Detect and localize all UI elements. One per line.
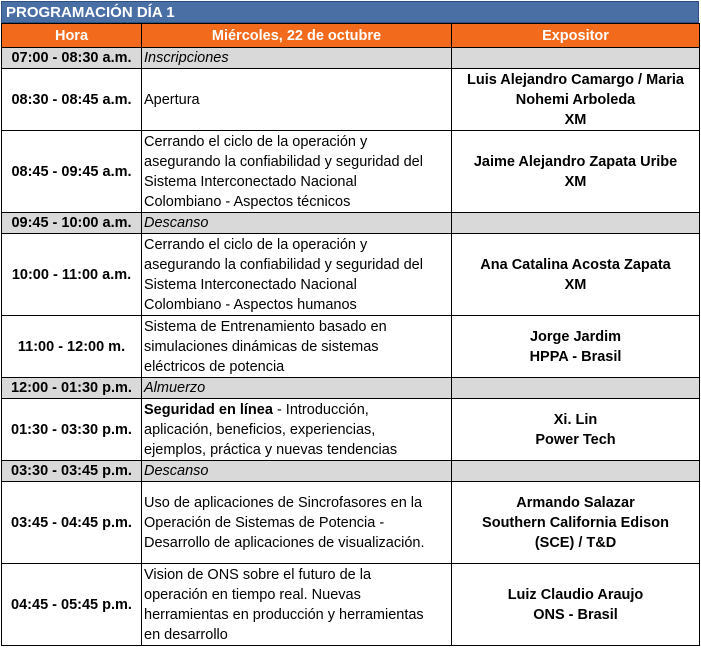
row-description <box>142 564 452 646</box>
table-row <box>2 482 700 564</box>
speaker-line: Luis Alejandro Camargo / Maria <box>466 71 684 88</box>
speaker-line: XM <box>564 111 587 128</box>
schedule-title: PROGRAMACIÓN DÍA 1 <box>1 1 699 23</box>
description-highlight: Seguridad en línea <box>144 401 273 418</box>
row-description: Descanso <box>142 461 452 482</box>
row-time: 03:45 - 04:45 p.m. <box>2 482 142 564</box>
speaker-line: Jaime Alejandro Zapata Uribe <box>473 153 678 170</box>
description-line: ejemplos, práctica y nuevas tendencias <box>144 441 398 458</box>
description-line: Colombiano - Aspectos técnicos <box>144 193 351 210</box>
row-time: 12:00 - 01:30 p.m. <box>2 378 142 399</box>
schedule-table <box>1 23 700 646</box>
row-time: 10:00 - 11:00 a.m. <box>2 234 142 316</box>
row-time: 01:30 - 03:30 p.m. <box>2 399 142 461</box>
row-time: 09:45 - 10:00 a.m. <box>2 213 142 234</box>
row-time: 11:00 - 12:00 m. <box>2 316 142 378</box>
row-speaker <box>452 482 700 564</box>
row-speaker <box>452 48 700 69</box>
description-line: Sistema de Entrenamiento basado en <box>144 318 387 335</box>
row-speaker <box>452 378 700 399</box>
speaker-line: Southern California Edison <box>482 514 669 531</box>
speaker-line: XM <box>564 276 587 293</box>
speaker-line: Armando Salazar <box>516 494 635 511</box>
table-row <box>2 131 700 213</box>
description-line: Desarrollo de aplicaciones de visualización. <box>144 534 425 551</box>
description-line: asegurando la confiabilidad y seguridad del <box>144 256 423 273</box>
row-speaker <box>452 69 700 131</box>
description-line: Vision de ONS sobre el futuro de la <box>144 566 372 583</box>
speaker-line: (SCE) / T&D <box>534 534 617 551</box>
table-row <box>2 316 700 378</box>
row-description <box>142 131 452 213</box>
table-row <box>2 234 700 316</box>
speaker-line: HPPA - Brasil <box>529 348 622 365</box>
table-row <box>2 461 700 482</box>
row-speaker <box>452 461 700 482</box>
row-description <box>142 316 452 378</box>
row-speaker <box>452 213 700 234</box>
row-time: 08:30 - 08:45 a.m. <box>2 69 142 131</box>
speaker-line: Nohemi Arboleda <box>515 91 636 108</box>
description-line: Sistema Interconectado Nacional <box>144 173 357 190</box>
description-line: herramientas en producción y herramientas <box>144 606 424 623</box>
row-speaker <box>452 564 700 646</box>
table-row <box>2 378 700 399</box>
description-line: Sistema Interconectado Nacional <box>144 276 357 293</box>
description-line: operación en tiempo real. Nuevas <box>144 586 361 603</box>
row-time: 08:45 - 09:45 a.m. <box>2 131 142 213</box>
row-description: Apertura <box>142 69 452 131</box>
row-description: Inscripciones <box>142 48 452 69</box>
row-speaker <box>452 131 700 213</box>
table-row <box>2 399 700 461</box>
row-description <box>142 399 452 461</box>
row-description: Descanso <box>142 213 452 234</box>
header-time: Hora <box>2 24 142 48</box>
row-time: 07:00 - 08:30 a.m. <box>2 48 142 69</box>
speaker-line: Ana Catalina Acosta Zapata <box>480 256 671 273</box>
row-description: Almuerzo <box>142 378 452 399</box>
description-line: Cerrando el ciclo de la operación y <box>144 236 368 253</box>
description-line <box>144 400 449 420</box>
table-row <box>2 69 700 131</box>
speaker-line: Luiz Claudio Araujo <box>507 586 644 603</box>
description-line: asegurando la confiabilidad y seguridad del <box>144 153 423 170</box>
description-line: Colombiano - Aspectos humanos <box>144 296 357 313</box>
description-line: aplicación, beneficios, experiencias, <box>144 421 376 438</box>
header-speaker: Expositor <box>452 24 700 48</box>
row-description <box>142 234 452 316</box>
speaker-line: Power Tech <box>535 431 616 448</box>
speaker-line: XM <box>564 173 587 190</box>
description-line: en desarrollo <box>144 626 228 643</box>
row-speaker <box>452 316 700 378</box>
header-date: Miércoles, 22 de octubre <box>142 24 452 48</box>
table-row <box>2 564 700 646</box>
speaker-line: Jorge Jardim <box>529 328 622 345</box>
description-line: Cerrando el ciclo de la operación y <box>144 133 368 150</box>
speaker-line: ONS - Brasil <box>533 606 618 623</box>
row-time: 04:45 - 05:45 p.m. <box>2 564 142 646</box>
description-line: eléctricos de potencia <box>144 358 285 375</box>
description-text: - Introducción, <box>272 401 369 418</box>
speaker-line: Xi. Lin <box>553 411 598 428</box>
description-line: Operación de Sistemas de Potencia - <box>144 514 385 531</box>
table-row <box>2 48 700 69</box>
table-header-row <box>2 24 700 48</box>
schedule-container <box>1 1 699 646</box>
row-description <box>142 482 452 564</box>
row-speaker <box>452 234 700 316</box>
table-row <box>2 213 700 234</box>
row-speaker <box>452 399 700 461</box>
description-line: Uso de aplicaciones de Sincrofasores en la <box>144 494 423 511</box>
row-time: 03:30 - 03:45 p.m. <box>2 461 142 482</box>
description-line: simulaciones dinámicas de sistemas <box>144 338 379 355</box>
